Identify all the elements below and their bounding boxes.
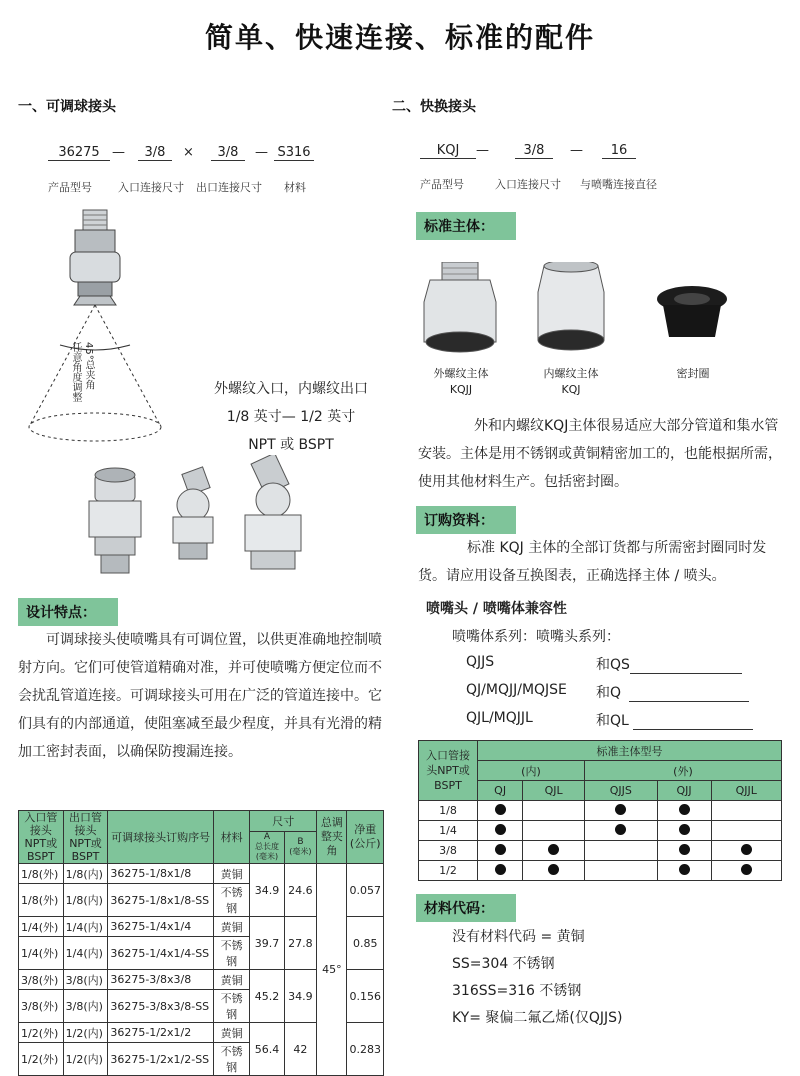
col-inlet: 入口管接头NPT或BSPT xyxy=(419,741,478,801)
code-part-outlet: 3/8 xyxy=(211,145,245,161)
col-weight: 净重(公斤) xyxy=(347,811,384,864)
table-row xyxy=(419,801,782,821)
compat-cell xyxy=(478,821,523,841)
row-size: 1/8 xyxy=(419,801,478,821)
male-body-photo xyxy=(420,262,500,354)
table-row xyxy=(419,821,782,841)
quick-connect-code xyxy=(420,143,690,191)
compat-header: 喷嘴体系列：喷嘴头系列： xyxy=(452,629,620,645)
swivel-fittings-photo xyxy=(75,455,320,585)
table-row: 1/4(外) 1/4(内) 36275-1/4x1/4-SS 不锈钢 xyxy=(19,937,384,970)
compat-cell xyxy=(523,801,585,821)
filled-dot-icon xyxy=(495,844,506,855)
code-sep: — xyxy=(570,143,583,158)
code-part-model: 36275 xyxy=(48,145,110,161)
compat-body: QJL/MQJJL xyxy=(466,710,533,726)
col-male: (外) xyxy=(584,761,781,781)
filled-dot-icon xyxy=(679,844,690,855)
col-inlet: 入口管接头NPT或BSPT xyxy=(19,811,64,864)
section-heading-quick-connect: 二、快换接头 xyxy=(392,99,476,115)
seal-ring-photo xyxy=(655,285,730,345)
col-qjj: QJJ xyxy=(657,781,711,801)
material-code-label: 材料代码： xyxy=(416,894,516,922)
code-label-diameter: 与喷嘴连接直径 xyxy=(580,178,657,191)
col-qj: QJ xyxy=(478,781,523,801)
filled-dot-icon xyxy=(679,804,690,815)
ball-joint-code xyxy=(48,145,338,194)
material-item: 没有材料代码 = 黄铜 xyxy=(452,929,585,945)
filled-dot-icon xyxy=(548,844,559,855)
col-angle: 总调整夹角 xyxy=(317,811,347,864)
code-part-diameter: 16 xyxy=(602,143,636,159)
compat-head: 和Q xyxy=(596,682,749,702)
compat-cell xyxy=(584,801,657,821)
filled-dot-icon xyxy=(615,824,626,835)
filled-dot-icon xyxy=(679,824,690,835)
code-sep: — xyxy=(255,145,268,160)
table-row xyxy=(419,841,782,861)
compat-cell xyxy=(523,861,585,881)
filled-dot-icon xyxy=(741,844,752,855)
standard-body-label: 标准主体： xyxy=(416,212,516,240)
spray-angle-note: 总夹角 xyxy=(83,359,94,390)
code-part-inlet: 3/8 xyxy=(138,145,172,161)
code-sep: × xyxy=(183,145,194,160)
compat-cell xyxy=(584,821,657,841)
table-row: 1/2(外) 1/2(内) 36275-1/2x1/2 黄铜 56.4 42 0.283 xyxy=(19,1023,384,1043)
spec-block xyxy=(186,375,396,459)
design-features-label: 设计特点： xyxy=(18,598,118,626)
ball-joint-table xyxy=(18,810,384,1076)
filled-dot-icon xyxy=(615,804,626,815)
section-heading-ball-joint: 一、可调球接头 xyxy=(18,99,116,115)
material-list xyxy=(452,924,623,1032)
col-b: B (毫米) xyxy=(284,831,317,863)
material-item: 316SS=316 不锈钢 xyxy=(452,983,582,999)
compat-cell xyxy=(711,801,781,821)
compat-cell xyxy=(711,861,781,881)
compat-cell xyxy=(523,841,585,861)
spec-line: NPT 或 BSPT xyxy=(248,437,334,453)
col-a: A 总长度(毫米) xyxy=(250,831,284,863)
code-sep: — xyxy=(476,143,489,158)
col-qjl: QJL xyxy=(523,781,585,801)
compat-cell xyxy=(657,821,711,841)
code-part-inlet: 3/8 xyxy=(515,143,553,159)
female-body-photo xyxy=(532,262,610,354)
compat-body: QJ/MQJJ/MQJSE xyxy=(466,682,567,698)
code-label-model: 产品型号 xyxy=(420,178,464,191)
spec-line: 1/8 英寸— 1/2 英寸 xyxy=(226,409,356,425)
filled-dot-icon xyxy=(495,824,506,835)
table-row: 1/8(外) 1/8(内) 36275-1/8x1/8-SS 不锈钢 xyxy=(19,884,384,917)
compat-cell xyxy=(657,801,711,821)
compat-cell xyxy=(657,841,711,861)
compat-cell xyxy=(657,861,711,881)
spray-adjust-note: 任意角度调整 xyxy=(70,342,81,402)
code-label-model: 产品型号 xyxy=(48,181,92,194)
code-label-inlet: 入口连接尺寸 xyxy=(118,181,184,194)
compat-cell xyxy=(584,861,657,881)
code-part-material: S316 xyxy=(274,145,314,161)
body-description: 外和内螺纹KQJ主体很易适应大部分管道和集水管安装。主体是用不锈钢或黄铜精密加工的，也能根据所需，使用其他材料生产。包括密封圈。 xyxy=(418,418,782,490)
col-order: 可调球接头订购序号 xyxy=(108,811,214,864)
material-item: KY= 聚偏二氟乙烯(仅QJJS) xyxy=(452,1010,623,1026)
col-outlet: 出口管接头NPT或BSPT xyxy=(63,811,108,864)
compat-head: 和QS xyxy=(596,654,742,674)
compat-cell xyxy=(711,821,781,841)
body-compat-table xyxy=(418,740,782,881)
compat-body: QJJS xyxy=(466,654,495,670)
col-material: 材料 xyxy=(214,811,250,864)
code-label-inlet: 入口连接尺寸 xyxy=(495,178,561,191)
compat-cell xyxy=(478,801,523,821)
row-size: 1/2 xyxy=(419,861,478,881)
order-info-label: 订购资料： xyxy=(416,506,516,534)
table-row: 3/8(外) 3/8(内) 36275-3/8x3/8-SS 不锈钢 xyxy=(19,990,384,1023)
compat-cell xyxy=(523,821,585,841)
spray-cone-diagram xyxy=(20,205,170,445)
spec-line: 外螺纹入口，内螺纹出口 xyxy=(214,381,368,397)
filled-dot-icon xyxy=(741,864,752,875)
col-female: (内) xyxy=(478,761,585,781)
table-row: 1/2(外) 1/2(内) 36275-1/2x1/2-SS 不锈钢 xyxy=(19,1043,384,1076)
part-caption: 密封圈 xyxy=(676,367,710,380)
table-row: 1/8(外) 1/8(内) 36275-1/8x1/8 黄铜 34.9 24.6 45° 0.057 xyxy=(19,864,384,884)
material-item: SS=304 不锈钢 xyxy=(452,956,555,972)
filled-dot-icon xyxy=(679,864,690,875)
design-features-text: 可调球接头使喷嘴具有可调位置，以供更准确地控制喷射方向。它们可使管道精确对准，并可使喷嘴方便定位而不会扰乱管道连接。可调球接头可用在广泛的管道连接中。它们具有的内部通道，使阻塞减至最少程度，并具有光滑的精加工密封表面，以确保防搜漏连接。 xyxy=(18,632,382,760)
code-part-model: KQJ xyxy=(420,143,476,159)
col-qjjl: QJJL xyxy=(711,781,781,801)
angle-value: 45° xyxy=(317,864,347,1076)
filled-dot-icon xyxy=(495,864,506,875)
col-qjjs: QJJS xyxy=(584,781,657,801)
compat-title: 喷嘴头 / 喷嘴体兼容性 xyxy=(426,601,567,617)
page-title: 简单、快速连接、标准的配件 xyxy=(204,21,595,54)
spray-angle: 45° xyxy=(83,342,94,360)
compat-cell xyxy=(584,841,657,861)
compat-cell xyxy=(478,861,523,881)
table-row: 1/4(外) 1/4(内) 36275-1/4x1/4 黄铜 39.7 27.8 0.85 xyxy=(19,917,384,937)
order-info-text: 标准 KQJ 主体的全部订货都与所需密封圈同时发货。请应用设备互换图表，正确选择主体 / 喷头。 xyxy=(418,540,767,584)
compat-cell xyxy=(478,841,523,861)
col-body-model: 标准主体型号 xyxy=(478,741,782,761)
table-row xyxy=(419,861,782,881)
compat-cell xyxy=(711,841,781,861)
filled-dot-icon xyxy=(548,864,559,875)
code-label-outlet: 出口连接尺寸 xyxy=(196,181,262,194)
filled-dot-icon xyxy=(495,804,506,815)
spray-angle-label xyxy=(82,342,94,390)
compat-head: 和QL xyxy=(596,710,753,730)
part-caption: 内螺纹主体 KQJ xyxy=(543,367,599,396)
code-sep: — xyxy=(112,145,125,160)
code-label-material: 材料 xyxy=(284,181,306,194)
row-size: 3/8 xyxy=(419,841,478,861)
table-row: 3/8(外) 3/8(内) 36275-3/8x3/8 黄铜 45.2 34.9 0.156 xyxy=(19,970,384,990)
col-size: 尺寸 xyxy=(250,811,317,832)
part-caption: 外螺纹主体 KQJJ xyxy=(433,367,489,396)
row-size: 1/4 xyxy=(419,821,478,841)
